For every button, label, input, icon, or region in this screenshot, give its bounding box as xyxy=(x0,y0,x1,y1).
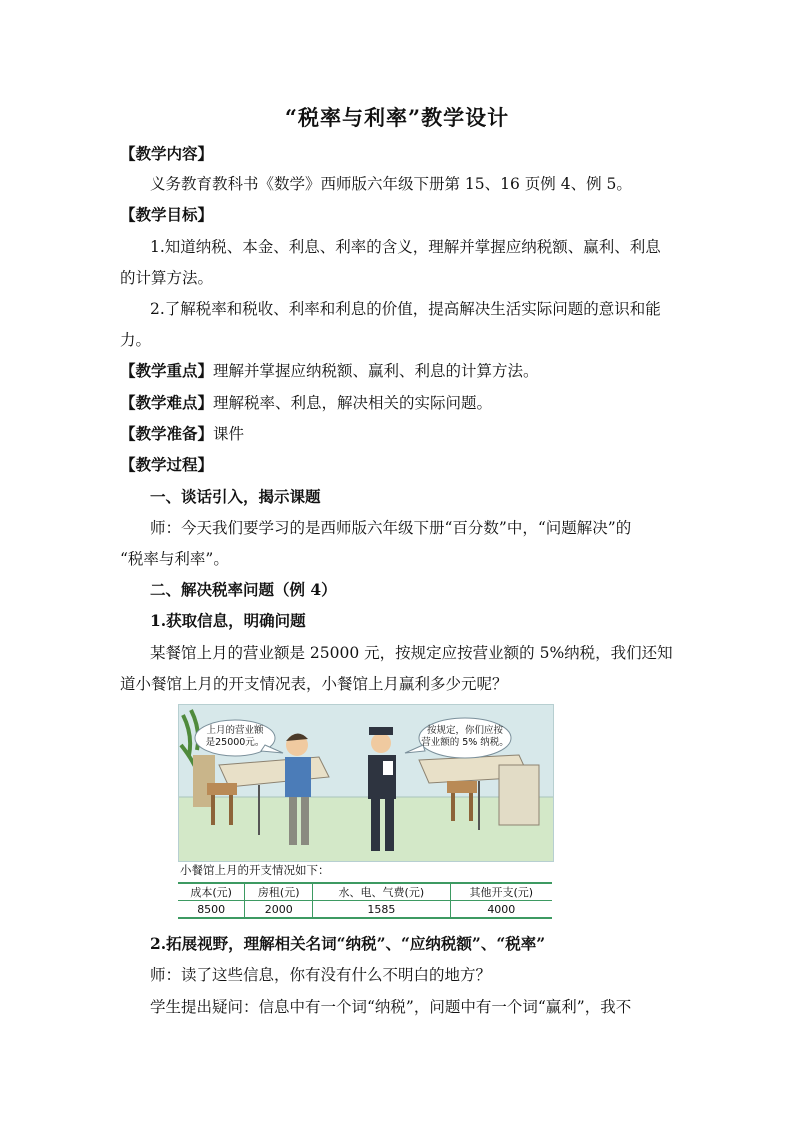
expense-value-cell: 4000 xyxy=(450,901,552,919)
expense-header-row xyxy=(178,883,552,901)
speech-bubble-right xyxy=(421,725,509,749)
expense-value-cell: 8500 xyxy=(178,901,245,919)
goal-2-line-1: 2.了解税率和税收、利率和利息的价值，提高解决生活实际问题的意识和能 xyxy=(150,300,661,318)
preparation-text: 课件 xyxy=(213,425,245,443)
bubble-right-line-1: 按规定，你们应按 xyxy=(426,725,503,736)
step-1-line-1: 师：今天我们要学习的是西师版六年级下册“百分数”中，“问题解决”的 xyxy=(150,519,632,537)
bubble-left-line-2: 是25000元。 xyxy=(205,737,265,748)
heading-content: 【教学内容】 xyxy=(120,144,214,163)
step-1-heading: 一、谈话引入，揭示课题 xyxy=(150,487,321,506)
heading-preparation: 【教学准备】 xyxy=(120,424,214,443)
restaurant-illustration xyxy=(178,704,554,862)
expense-caption: 小餐馆上月的开支情况如下： xyxy=(180,863,330,877)
key-points-row xyxy=(120,360,676,382)
heading-process: 【教学过程】 xyxy=(120,455,214,474)
goal-1-line-1: 1.知道纳税、本金、利息、利率的含义，理解并掌握应纳税额、赢利、利息 xyxy=(150,238,661,256)
expense-header-cell: 水、电、气费(元) xyxy=(313,883,451,901)
expense-header-cell: 其他开支(元) xyxy=(450,883,552,901)
expense-value-cell: 1585 xyxy=(313,901,451,919)
key-text: 理解并掌握应纳税额、赢利、利息的计算方法。 xyxy=(213,362,539,380)
expense-table xyxy=(178,882,552,919)
step-2-2-heading: 2.拓展视野，理解相关名词“纳税”、“应纳税额”、“税率” xyxy=(150,934,546,953)
heading-difficulty: 【教学难点】 xyxy=(120,393,214,412)
step-2-heading: 二、解决税率问题（例 4） xyxy=(150,580,337,599)
heading-key: 【教学重点】 xyxy=(120,361,214,380)
expense-value-cell: 2000 xyxy=(245,901,313,919)
goal-1-line-2: 的计算方法。 xyxy=(120,269,214,287)
step-2-1-line-2: 道小餐馆上月的开支情况表，小餐馆上月赢利多少元呢？ xyxy=(120,675,508,693)
content-text: 义务教育教科书《数学》西师版六年级下册第 15、16 页例 4、例 5。 xyxy=(150,175,632,193)
expense-value-row xyxy=(178,901,552,919)
bubble-right-line-2: 营业额的 5% 纳税。 xyxy=(421,737,509,748)
expense-header-cell: 房租(元) xyxy=(245,883,313,901)
expense-header-cell: 成本(元) xyxy=(178,883,245,901)
speech-bubble-left xyxy=(203,725,267,749)
step-2-2-line-1: 师：读了这些信息，你有没有什么不明白的地方？ xyxy=(150,966,492,984)
step-2-1-line-1: 某餐馆上月的营业额是 25000 元，按规定应按营业额的 5%纳税，我们还知 xyxy=(150,644,673,662)
document-title: “税率与利率”教学设计 xyxy=(284,105,510,130)
step-2-2-line-2: 学生提出疑问：信息中有一个词“纳税”，问题中有一个词“赢利”，我不 xyxy=(150,998,632,1016)
step-2-1-heading: 1.获取信息，明确问题 xyxy=(150,611,306,630)
goal-2-line-2: 力。 xyxy=(120,331,152,349)
heading-goals: 【教学目标】 xyxy=(120,205,214,224)
difficulty-row xyxy=(120,392,676,414)
preparation-row xyxy=(120,423,676,445)
difficulty-text: 理解税率、利息，解决相关的实际问题。 xyxy=(213,394,493,412)
bubble-left-line-1: 上月的营业额 xyxy=(206,725,264,736)
step-1-line-2: “税率与利率”。 xyxy=(120,550,229,568)
